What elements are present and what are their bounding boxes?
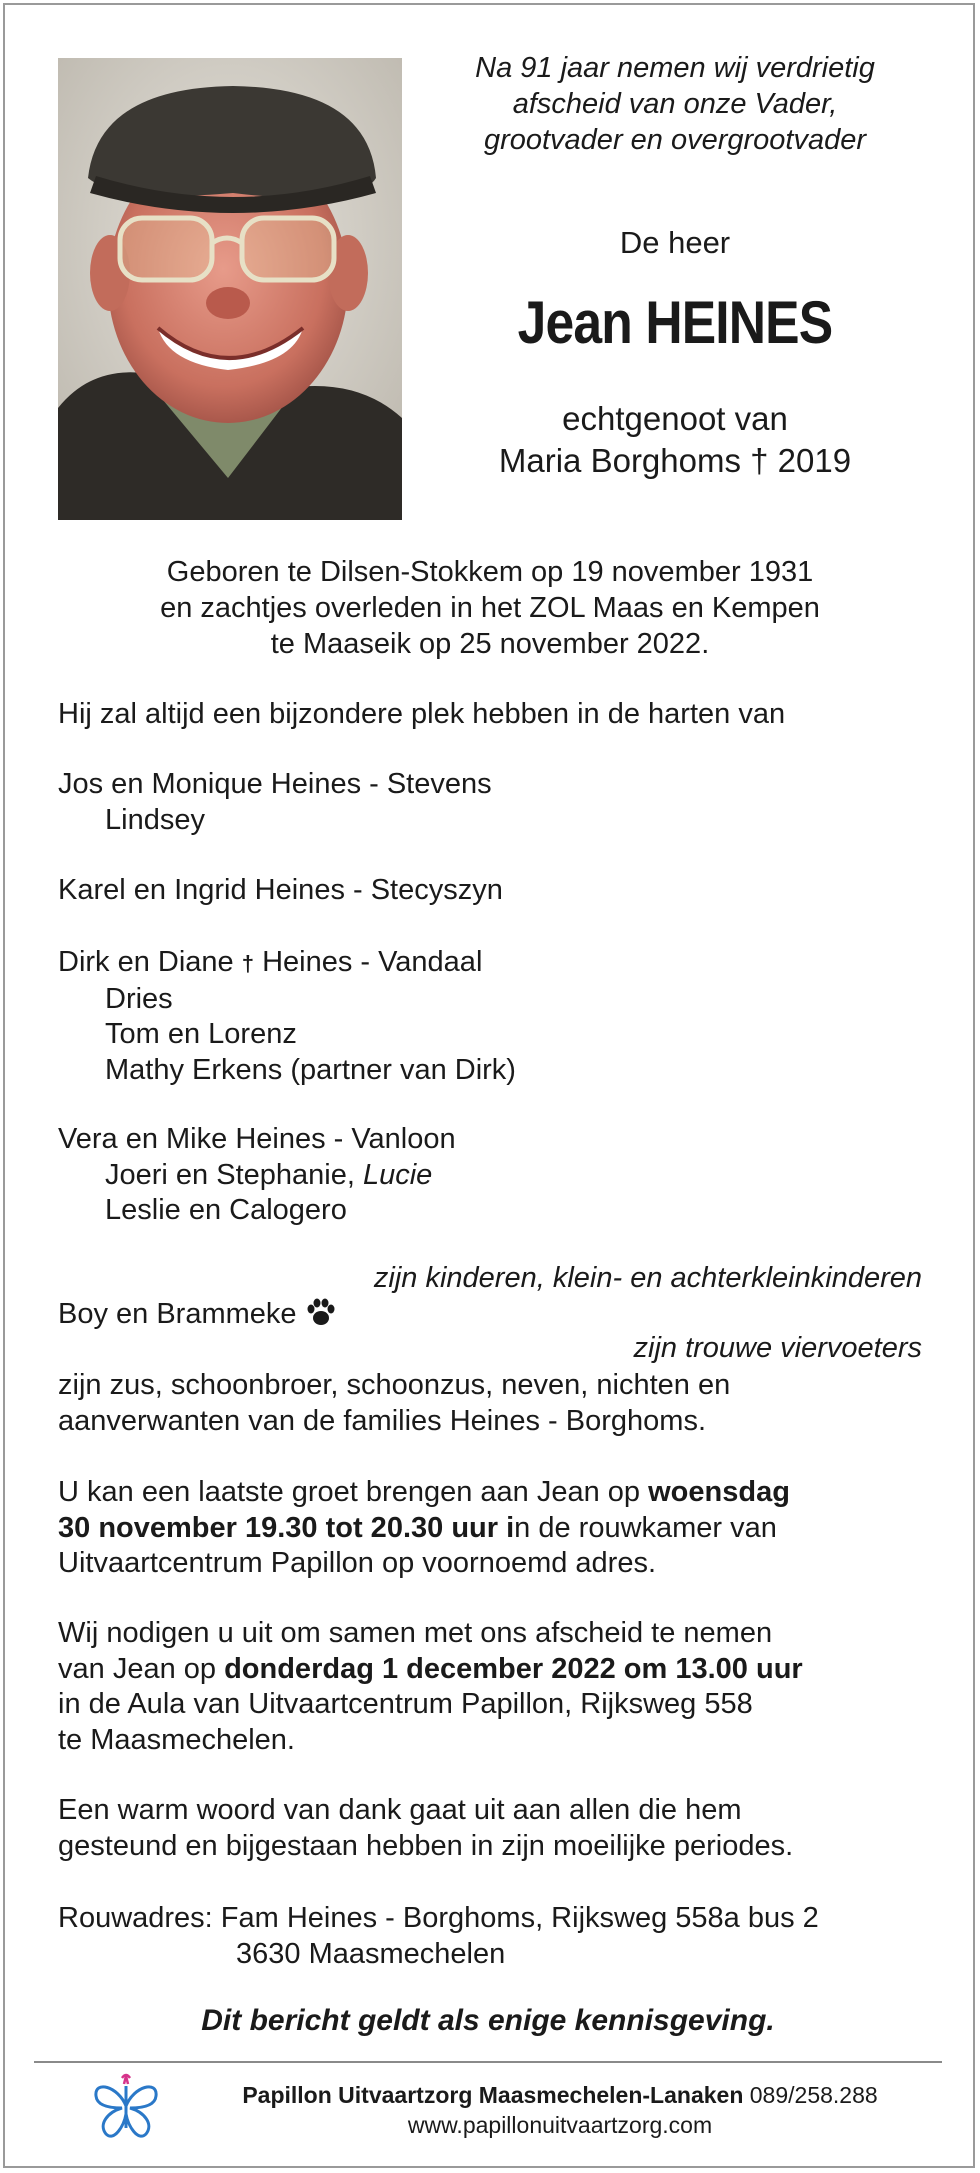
visitation-line [58, 1511, 790, 1547]
birth-line: te Maaseik op 25 november 2022. [270, 628, 710, 660]
ceremony-line: Wij nodigen u uit om samen met ons afscheid te nemen [58, 1617, 773, 1649]
ceremony-text: van Jean op [58, 1652, 225, 1685]
family-head: Karel en Ingrid Heines - Stecyszyn [58, 874, 503, 906]
intro-line: grootvader en overgrootvader [483, 124, 867, 156]
family-head-part: Heines - Vandaal [262, 946, 483, 978]
visitation-text: n de rouwkamer van [514, 1511, 777, 1544]
thanks [58, 1793, 793, 1864]
family-vera [58, 1122, 456, 1229]
relatives [58, 1368, 730, 1439]
family-head: Vera en Mike Heines - Vanloon [58, 1123, 456, 1155]
visitation-text: U kan een laatste groet brengen aan Jean op [58, 1476, 649, 1508]
pets-names: Boy en Brammeke [58, 1298, 297, 1330]
family-head [58, 945, 516, 982]
intro-line: Na 91 jaar nemen wij verdrietig [475, 52, 875, 84]
paw-icon [305, 1297, 337, 1327]
visitation-day: woensdag [648, 1476, 790, 1508]
intro-text [420, 50, 930, 158]
funeral-home-phone: 089/258.288 [749, 2082, 878, 2108]
family-head: Jos en Monique Heines - Stevens [58, 768, 492, 800]
family-child-part: Joeri en Stephanie, [105, 1158, 355, 1191]
relatives-line: aanverwanten van de families Heines - Borghoms. [58, 1404, 706, 1437]
spouse-line: echtgenoot van [562, 400, 788, 437]
visitation-time: 30 november 19.30 tot 20.30 uur i [58, 1511, 515, 1544]
family-child [58, 1158, 456, 1194]
honorific: De heer [619, 225, 731, 260]
hearts-line: Hij zal altijd een bijzondere plek hebben in de harten van [58, 698, 786, 730]
funeral-home [180, 2080, 940, 2140]
family-child: Dries [105, 982, 173, 1015]
visitation-line [58, 1475, 790, 1511]
funeral-home-line [180, 2080, 940, 2110]
spouse-line: Maria Borghoms † 2019 [498, 442, 852, 479]
thanks-line: Een warm woord van dank gaat uit aan allen die hem [58, 1794, 742, 1826]
funeral-home-name: Papillon Uitvaartzorg Maasmechelen-Lanaken [242, 2082, 744, 2108]
address-line: 3630 Maasmechelen [236, 1937, 506, 1970]
ceremony-line: in de Aula van Uitvaartcentrum Papillon, Rijksweg 558 [58, 1688, 753, 1720]
family-child: Mathy Erkens (partner van Dirk) [105, 1053, 516, 1086]
closing-notice: Dit bericht geldt als enige kennisgeving. [201, 2004, 775, 2037]
family-child-part: Lucie [362, 1158, 433, 1191]
birth-line: Geboren te Dilsen-Stokkem op 19 november 1931 [166, 556, 814, 588]
spouse-info [420, 398, 930, 482]
family-head-part: Dirk en Diane [58, 946, 234, 978]
cross-icon: † [241, 951, 254, 976]
family-dirk [58, 945, 516, 1088]
thanks-line: gesteund en bijgestaan hebben in zijn moeilijke periodes. [58, 1829, 794, 1862]
children-caption: zijn kinderen, klein- en achterkleinkinderen [373, 1262, 922, 1294]
family-karel [58, 873, 503, 909]
ceremony-info [58, 1616, 803, 1758]
pets-line [58, 1297, 337, 1333]
family-jos [58, 767, 492, 838]
birth-death-info [60, 554, 920, 662]
deceased-name: Jean HEINES [517, 289, 833, 356]
birth-line: en zachtjes overleden in het ZOL Maas en Kempen [160, 592, 820, 624]
family-child: Lindsey [105, 803, 205, 836]
funeral-home-website[interactable]: www.papillonuitvaartzorg.com [407, 2112, 713, 2138]
intro-line: afscheid van onze Vader, [512, 88, 838, 120]
pets-caption: zijn trouwe viervoeters [633, 1332, 922, 1364]
family-child: Tom en Lorenz [105, 1018, 297, 1050]
mourning-address [58, 1901, 819, 1972]
ceremony-datetime: donderdag 1 december 2022 om 13.00 uur [224, 1652, 803, 1685]
footer-divider [34, 2061, 942, 2063]
portrait-photo [58, 58, 402, 520]
relatives-line: zijn zus, schoonbroer, schoonzus, neven, nichten en [58, 1369, 731, 1401]
ceremony-line: te Maasmechelen. [58, 1723, 295, 1756]
address-line: Rouwadres: Fam Heines - Borghoms, Rijksweg 558a bus 2 [58, 1902, 819, 1934]
visitation-info [58, 1475, 790, 1582]
visitation-line: Uitvaartcentrum Papillon op voornoemd adres. [58, 1547, 657, 1579]
family-child: Leslie en Calogero [105, 1194, 347, 1226]
butterfly-logo-icon [88, 2070, 164, 2146]
ceremony-line [58, 1652, 803, 1688]
